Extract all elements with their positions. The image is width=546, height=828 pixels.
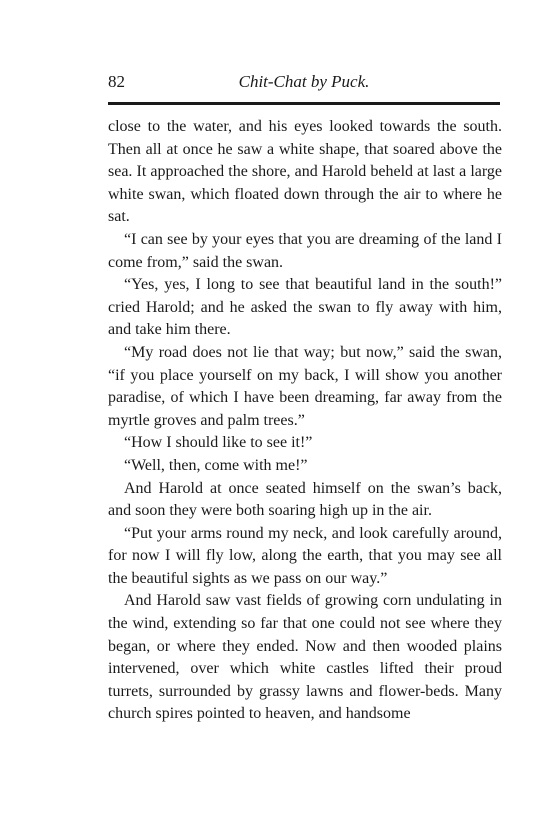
- paragraph: “Yes, yes, I long to see that beautiful land in the south!” cried Harold; and he asked the swan to fly away with him, and take him there.: [108, 276, 502, 339]
- header-rule: [108, 102, 500, 105]
- body-text: [108, 116, 502, 726]
- running-title: Chit-Chat by Puck.: [238, 72, 370, 91]
- paragraph: “Put your arms round my neck, and look carefully around, for now I will fly low, along the earth, that you may see all the beautiful sights as we pass on our way.”: [108, 524, 502, 587]
- paragraph: close to the water, and his eyes looked towards the south. Then all at once he saw a white shape, that soared above the sea. It approached the shore, and Harold beheld at last a large white swan, which floated down through the air to where he sat.: [108, 118, 502, 226]
- paragraph: “My road does not lie that way; but now,” said the swan, “if you place yourself on my back, I will show you another paradise, of which I have been dreaming, far away from the myrtle groves and palm trees.”: [108, 343, 502, 429]
- paragraph: And Harold saw vast fields of growing corn undulating in the wind, extending so far that one could not see where they began, or where they ended. Now and then wooded plains intervened, over which white castles lifted their proud turrets, surrounded by grassy lawns and flower-beds. Many church spires pointed to heaven, and handsome: [108, 592, 502, 723]
- paragraph: “I can see by your eyes that you are dreaming of the land I come from,” said the swan.: [108, 230, 502, 271]
- paragraph: “How I should like to see it!”: [124, 434, 313, 452]
- page-header: [108, 72, 500, 96]
- page-number: 82: [108, 72, 125, 91]
- paragraph: And Harold at once seated himself on the swan’s back, and soon they were both soaring high up in the air.: [108, 479, 502, 520]
- paragraph: “Well, then, come with me!”: [124, 456, 308, 474]
